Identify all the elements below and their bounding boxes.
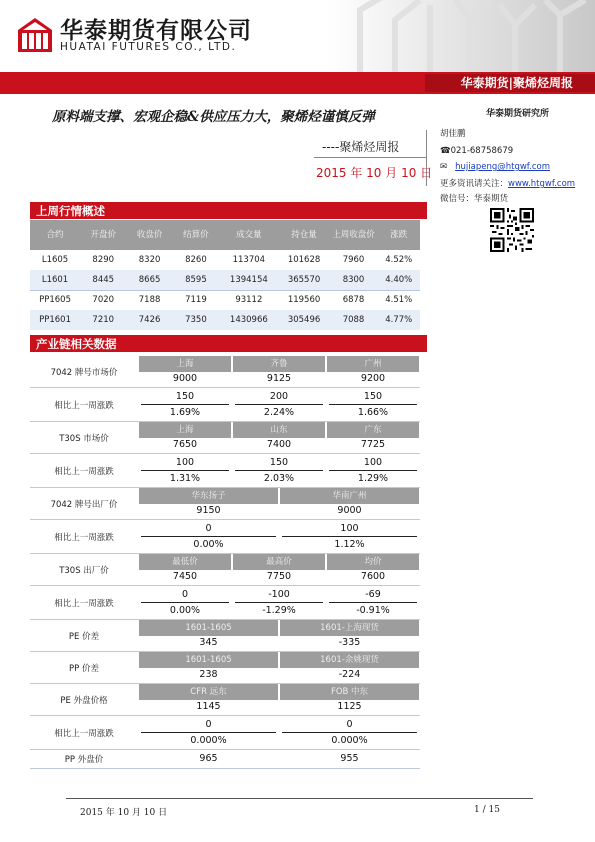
- change-abs: 100: [340, 523, 359, 534]
- table-cell: 8595: [173, 270, 219, 290]
- change-pct: 1.12%: [334, 539, 365, 550]
- change-pct: -0.91%: [356, 605, 390, 616]
- change-pct: 0.000%: [331, 735, 368, 746]
- location-header: 广东: [327, 422, 419, 438]
- change-abs: 0: [181, 589, 189, 600]
- report-tag: 华泰期货|聚烯烃周报: [460, 76, 573, 90]
- row-label: PP 外盘价: [64, 755, 104, 765]
- row-label: 7042 牌号出厂价: [50, 499, 118, 510]
- mail-icon: ✉: [440, 162, 448, 172]
- price-value: 7750: [266, 571, 292, 582]
- table-cell: 8300: [330, 270, 378, 290]
- change-abs: 0: [205, 719, 212, 730]
- location-header: 1601-上海现货: [280, 620, 419, 636]
- value-underline: [141, 404, 229, 405]
- value-underline: [282, 536, 417, 537]
- table-cell: 4.40%: [378, 270, 420, 290]
- price-value: 9125: [266, 373, 292, 384]
- location-header: 上海: [139, 356, 231, 372]
- value-underline: [329, 602, 417, 603]
- website-link[interactable]: www.htgwf.com: [508, 179, 576, 189]
- location-header: 1601-1605: [139, 652, 278, 668]
- row-divider: [30, 387, 420, 388]
- company-name-cn: 华泰期货有限公司: [60, 18, 252, 44]
- row-divider: [30, 768, 420, 769]
- location-header: 广州: [327, 356, 419, 372]
- table-cell: 113704: [232, 255, 266, 265]
- table-cell: 119560: [287, 295, 321, 306]
- col-header: 上周收盘价: [330, 220, 378, 250]
- email-link[interactable]: hujiapeng@htgwf.com: [455, 162, 551, 172]
- location-header: 山东: [233, 422, 325, 438]
- col-header: 收盘价: [126, 220, 172, 250]
- row-label: 相比上一周涨跌: [54, 598, 114, 609]
- location-header: 华东扬子: [139, 488, 278, 504]
- value-underline: [141, 536, 276, 537]
- row-divider: [30, 519, 420, 520]
- change-abs: 0: [205, 523, 212, 534]
- change-pct: 1.29%: [357, 473, 389, 484]
- research-institute: 华泰期货研究所: [486, 109, 550, 119]
- change-pct: 0.00%: [193, 539, 224, 550]
- value-underline: [282, 732, 417, 733]
- table-cell: 7960: [342, 255, 365, 265]
- table-cell: 8290: [92, 255, 115, 265]
- table-cell: 93112: [235, 295, 263, 306]
- location-header: 齐鲁: [233, 356, 325, 372]
- price-value: -335: [338, 637, 361, 648]
- qr-code-icon: [490, 208, 534, 252]
- change-abs: 100: [175, 457, 195, 468]
- table-cell: 4.52%: [385, 255, 413, 265]
- table-cell: PP1601: [30, 310, 80, 330]
- row-label: 相比上一周涨跌: [54, 532, 114, 543]
- change-pct: 2.03%: [263, 473, 295, 484]
- value-underline: [141, 602, 229, 603]
- change-abs: 100: [363, 457, 383, 468]
- change-pct: 1.31%: [169, 473, 201, 484]
- table-cell: 7350: [173, 310, 219, 330]
- weekly-table: [30, 220, 420, 330]
- phone-number: 021-68758679: [450, 146, 514, 156]
- location-header: 上海: [139, 422, 231, 438]
- follow-label: 更多资讯请关注：: [440, 179, 509, 189]
- change-pct: 2.24%: [263, 407, 295, 418]
- col-header: 涨跌: [378, 220, 420, 250]
- table-cell: 1430966: [219, 310, 278, 330]
- price-value: 9000: [172, 373, 198, 384]
- row-divider: [30, 749, 420, 750]
- row-label: PE 外盘价格: [60, 695, 108, 706]
- report-main-title: 原料端支撑、宏观企稳&供应压力大，聚烯烃谨慎反弹: [52, 109, 375, 125]
- table-cell: L1601: [30, 270, 80, 290]
- table-row: [30, 250, 420, 270]
- price-value: -224: [338, 669, 361, 680]
- phone-icon: ☎: [440, 146, 451, 156]
- col-header: 开盘价: [80, 220, 126, 250]
- value-underline: [141, 470, 229, 471]
- change-pct: 0.000%: [190, 735, 227, 746]
- table-cell: 6878: [342, 295, 365, 306]
- title-divider-horizontal: [314, 157, 426, 158]
- change-pct: -1.29%: [262, 605, 296, 616]
- page-header: [0, 0, 595, 72]
- footer-date: 2015 年 10 月 10 日: [80, 808, 168, 818]
- row-label: 7042 牌号市场价: [50, 367, 118, 378]
- change-abs: 200: [269, 391, 289, 402]
- weekly-section-title: 上周行情概述: [36, 204, 105, 218]
- row-label: PE 价差: [68, 631, 100, 642]
- price-value: 965: [199, 753, 218, 764]
- table-cell: 8260: [185, 255, 207, 265]
- report-date: 2015 年 10 月 10 日: [316, 166, 433, 180]
- row-label: 相比上一周涨跌: [54, 400, 114, 411]
- change-abs: 150: [175, 391, 195, 402]
- wechat-label: 微信号：华泰期货: [440, 194, 509, 204]
- row-divider: [30, 715, 420, 716]
- price-value: 9200: [360, 373, 386, 384]
- location-header: CFR 远东: [139, 684, 278, 700]
- price-value: 9000: [337, 505, 362, 516]
- row-label: 相比上一周涨跌: [54, 728, 114, 739]
- table-cell: 101628: [287, 255, 321, 265]
- table-cell: 7119: [185, 295, 207, 306]
- price-value: 7450: [172, 571, 198, 582]
- change-abs: -69: [365, 589, 381, 600]
- value-underline: [329, 470, 417, 471]
- row-label: PP 价差: [69, 663, 99, 674]
- change-pct: 0.00%: [169, 605, 201, 616]
- table-cell: 7020: [92, 295, 115, 306]
- price-value: 7725: [360, 439, 386, 450]
- table-cell: 8665: [126, 270, 172, 290]
- table-cell: 7426: [126, 310, 172, 330]
- table-row: [30, 270, 420, 290]
- location-header: 1601-1605: [139, 620, 278, 636]
- huatai-logo-icon: [18, 18, 52, 52]
- location-header: 最高价: [233, 554, 325, 570]
- change-pct: 1.69%: [169, 407, 201, 418]
- table-cell: 8320: [138, 255, 161, 265]
- price-value: 7600: [360, 571, 386, 582]
- price-value: 345: [199, 637, 218, 648]
- chain-section-title: 产业链相关数据: [36, 337, 117, 351]
- company-name-en: HUATAI FUTURES CO., LTD.: [60, 41, 237, 53]
- table-cell: L1605: [41, 255, 69, 265]
- table-row: [30, 290, 420, 310]
- value-underline: [235, 470, 323, 471]
- footer-divider: [66, 798, 533, 799]
- col-header: 成交量: [219, 220, 278, 250]
- row-label: T30S 出厂价: [59, 565, 109, 576]
- value-underline: [141, 732, 276, 733]
- row-label: 相比上一周涨跌: [54, 466, 114, 477]
- col-header: 合约: [30, 220, 80, 250]
- table-cell: 8445: [80, 270, 126, 290]
- col-header: 结算价: [173, 220, 219, 250]
- chain-section-bar: [30, 335, 427, 352]
- price-value: 955: [340, 753, 359, 764]
- phone-row: [440, 146, 513, 156]
- value-underline: [329, 404, 417, 405]
- follow-row: [440, 177, 575, 189]
- table-cell: 305496: [279, 310, 330, 330]
- price-value: 1145: [196, 701, 221, 712]
- table-cell: 1394154: [219, 270, 278, 290]
- location-header: 最低价: [139, 554, 231, 570]
- table-cell: 4.77%: [378, 310, 420, 330]
- table-cell: 7210: [80, 310, 126, 330]
- location-header: 华南广州: [280, 488, 419, 504]
- row-divider: [30, 585, 420, 586]
- row-label: T30S 市场价: [59, 433, 109, 444]
- change-pct: 1.66%: [357, 407, 389, 418]
- change-abs: 0: [346, 719, 353, 730]
- price-value: 7400: [266, 439, 292, 450]
- change-abs: -100: [268, 589, 290, 600]
- col-header: 持仓量: [279, 220, 330, 250]
- table-cell: 365570: [279, 270, 330, 290]
- table-cell: 7088: [330, 310, 378, 330]
- analyst-name: 胡佳鹏: [440, 129, 466, 139]
- price-value: 238: [199, 669, 218, 680]
- table-cell: 7188: [138, 295, 161, 306]
- location-header: FOB 中东: [280, 684, 419, 700]
- location-header: 均价: [327, 554, 419, 570]
- weekly-table-header: [30, 220, 420, 250]
- value-underline: [235, 602, 323, 603]
- location-header: 1601-余姚现货: [280, 652, 419, 668]
- email-row: [440, 162, 550, 172]
- change-abs: 150: [363, 391, 383, 402]
- price-value: 9150: [196, 505, 221, 516]
- table-row: [30, 310, 420, 330]
- weekly-section-bar: [30, 202, 427, 219]
- table-cell: 4.51%: [385, 295, 413, 306]
- row-divider: [30, 453, 420, 454]
- price-value: 1125: [337, 701, 362, 712]
- page-number: 1 / 15: [474, 805, 500, 815]
- change-abs: 150: [269, 457, 289, 468]
- price-value: 7650: [172, 439, 198, 450]
- value-underline: [235, 404, 323, 405]
- table-cell: PP1605: [39, 295, 71, 306]
- report-subtitle: ----聚烯烃周报: [322, 140, 400, 154]
